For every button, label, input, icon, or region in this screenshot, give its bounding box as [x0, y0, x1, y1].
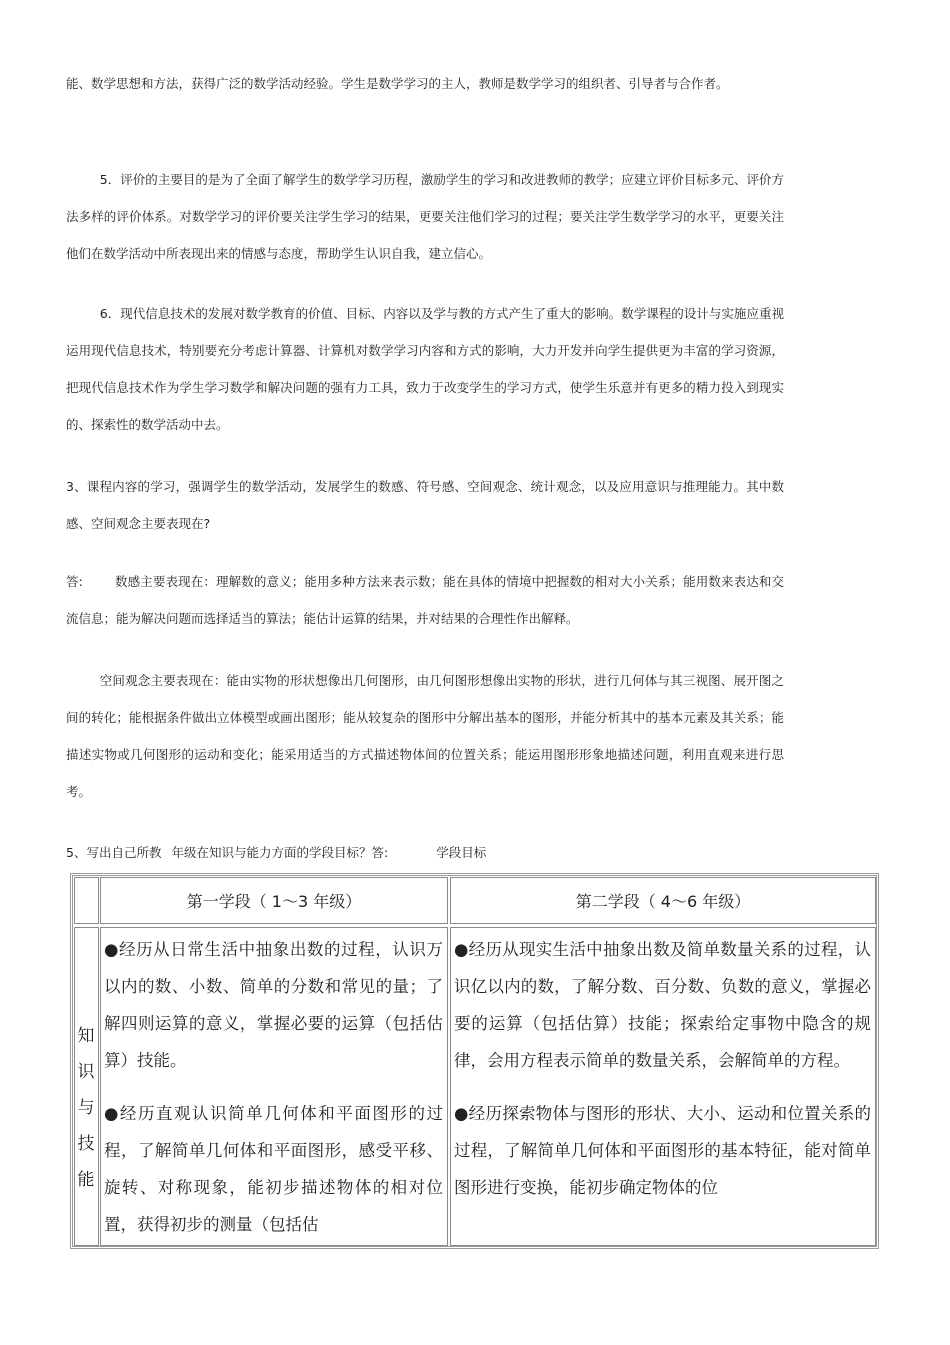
answer-label: 答:	[66, 574, 83, 589]
question-3: 3、课程内容的学习，强调学生的数学活动，发展学生的数感、符号感、空间观念、统计观念，以及应用意识与推理能力。其中数感、空间观念主要表现在?	[66, 479, 784, 531]
table-caption: 学段目标	[436, 845, 487, 860]
table-corner-cell	[74, 877, 99, 924]
question-5	[66, 834, 666, 871]
stage-1-item: ●经历从日常生活中抽象出数的过程，认识万以内的数、小数、简单的分数和常见的量；了解四则运算的意义，掌握必要的运算（包括估算）技能。	[104, 940, 443, 1070]
row-label-knowledge-skills: 知 识 与 技 能	[77, 1026, 95, 1190]
stage-1-knowledge-cell	[100, 927, 448, 1246]
stage-goals-table	[70, 873, 879, 1249]
stage-1-item: ●经历直观认识简单几何体和平面图形的过程，了解简单几何体和平面图形，感受平移、旋转、对称现象，能初步描述物体的相对位置，获得初步的测量（包括估	[104, 1104, 443, 1234]
stage-2-knowledge-cell	[450, 927, 876, 1246]
answer-spatial-sense: 空间观念主要表现在：能由实物的形状想像出几何图形，由几何图形想像出实物的形状，进行几何体与其三视图、展开图之间的转化；能根据条件做出立体模型或画出图形；能从较复杂的图形中分解出基本的图形，并能分析其中的基本元素及其关系；能描述实物或几何图形的运动和变化；能采用适当的方式描述物体间的位置关系；能运用图形形象地描述问题，利用直观来进行思考。	[66, 673, 784, 799]
answer-number-sense	[66, 563, 784, 637]
header-stage-2: 第二学段（ 4～6 年级）	[450, 877, 876, 924]
header-stage-1: 第一学段（ 1～3 年级）	[100, 877, 448, 924]
paragraph-information-technology: 6．现代信息技术的发展对数学教育的价值、目标、内容以及学与教的方式产生了重大的影响。数学课程的设计与实施应重视运用现代信息技术，特别要充分考虑计算器、计算机对数学学习内容和方式的影响，大力开发并向学生提供更为丰富的学习资源，把现代信息技术作为学生学习数学和解决问题的强有力工具，致力于改变学生的学习方式，使学生乐意并有更多的精力投入到现实的、探索性的数学活动中去。	[66, 306, 784, 432]
question-5-part-a: 5、写出自己所教	[66, 845, 162, 860]
question-5-part-b: 年级在知识与能力方面的学段目标？答:	[171, 845, 389, 860]
row-label-cell	[74, 927, 99, 1246]
paragraph-evaluation: 5．评价的主要目的是为了全面了解学生的数学学习历程，激励学生的学习和改进教师的教学；应建立评价目标多元、评价方法多样的评价体系。对数学学习的评价要关注学生学习的结果，更要关注他们学习的过程；要关注学生数学学习的水平，更要关注他们在数学活动中所表现出来的情感与态度，帮助学生认识自我，建立信心。	[66, 172, 784, 261]
paragraph-continuation: 能、数学思想和方法，获得广泛的数学活动经验。学生是数学学习的主人，教师是数学学习的组织者、引导者与合作者。	[66, 76, 729, 91]
answer-number-sense-text: 数感主要表现在：理解数的意义；能用多种方法来表示数；能在具体的情境中把握数的相对大小关系；能用数来表达和交流信息；能为解决问题而选择适当的算法；能估计运算的结果，并对结果的合理性作出解释。	[66, 574, 784, 626]
stage-2-item: ●经历从现实生活中抽象出数及简单数量关系的过程，认识亿以内的数，了解分数、百分数、负数的意义，掌握必要的运算（包括估算）技能；探索给定事物中隐含的规律，会用方程表示简单的数量关系，会解简单的方程。	[454, 940, 871, 1070]
stage-2-item: ●经历探索物体与图形的形状、大小、运动和位置关系的过程，了解简单几何体和平面图形的基本特征，能对简单图形进行变换，能初步确定物体的位	[454, 1104, 871, 1197]
